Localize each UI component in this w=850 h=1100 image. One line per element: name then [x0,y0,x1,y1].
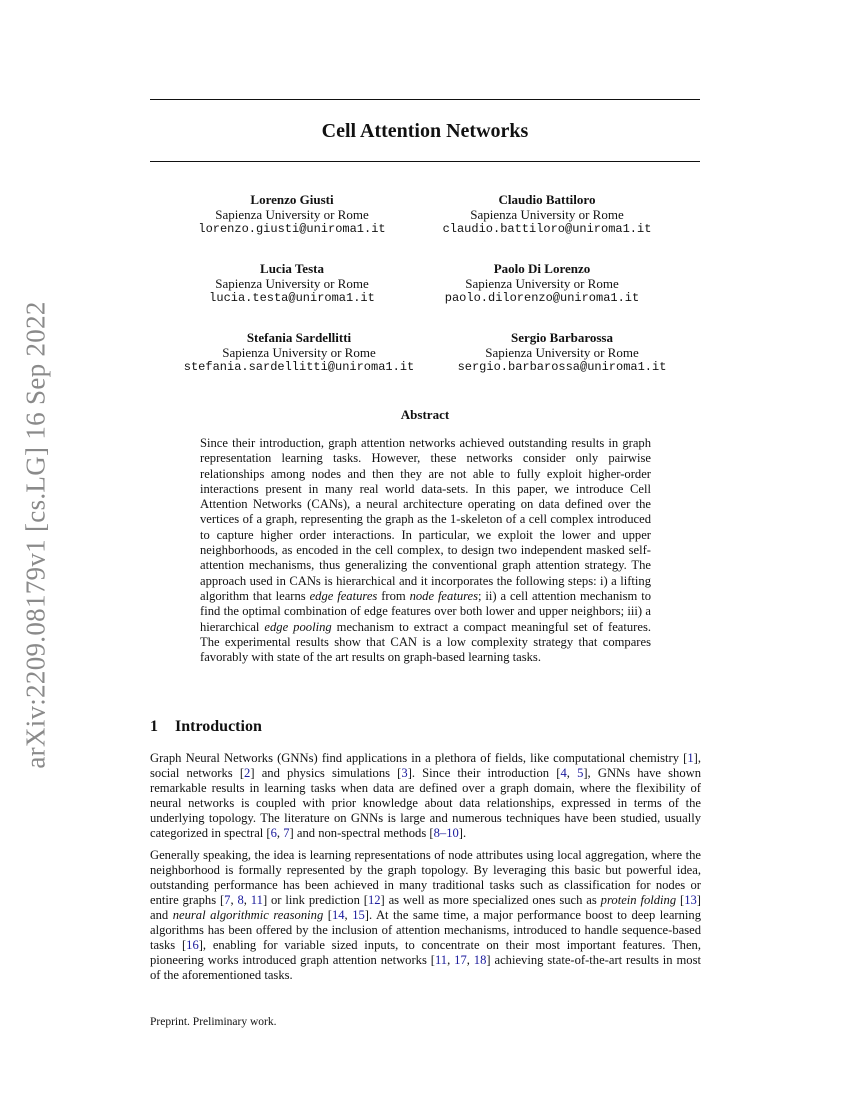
body-text: ], social networks [ [150,751,701,780]
body-text: ]. [458,826,467,840]
author-name: Stefania Sardellitti [246,330,352,345]
citation-link[interactable]: 11 [250,893,263,907]
footnote: Preprint. Preliminary work. [150,1016,277,1028]
author-name: Sergio Barbarossa [511,330,613,345]
citation-link[interactable]: 14 [331,908,345,922]
body-text: ] as well as more specialized ones such as [380,893,601,907]
author-affiliation: Sapienza University or Rome [222,345,376,360]
body-text: , [230,893,238,907]
citation-link[interactable]: 3 [401,766,408,780]
abstract-text: ; ii) a cell attention mechanism to find the optimal combination of edge features over both lower and upper neighbors; iii) a hierarchical [200,588,651,634]
citation-link[interactable]: 5 [577,766,584,780]
intro-paragraph-1 [150,751,701,841]
author-block [159,330,439,375]
body-text: , [566,766,578,780]
author-email[interactable]: paolo.dilorenzo@uniroma1.it [444,291,640,305]
arxiv-stamp: arXiv:2209.08179v1 [cs.LG] 16 Sep 2022 [20,301,51,769]
body-text: , [447,953,455,967]
author-affiliation: Sapienza University or Rome [215,276,369,291]
body-text: ], enabling for variable sized inputs, to concentrate on their most important features. Then, pioneering works introduced graph attention networks [ [150,938,702,967]
citation-link[interactable]: 17 [454,953,467,967]
author-email[interactable]: claudio.battiloro@uniroma1.it [442,222,652,236]
body-emphasis: neural algorithmic reasoning [172,908,324,922]
citation-link[interactable]: 7 [224,893,231,907]
citation-link[interactable]: 13 [684,893,697,907]
citation-link[interactable]: 16 [186,938,199,952]
paper-title: Cell Attention Networks [321,120,529,142]
body-text: ] and physics simulations [ [250,766,402,780]
citation-link[interactable]: 6 [270,826,277,840]
author-email[interactable]: lucia.testa@uniroma1.it [209,291,375,305]
author-affiliation: Sapienza University or Rome [485,345,639,360]
citation-link[interactable]: 8 [237,893,244,907]
abstract-text: mechanism to extract a compact meaningful set of features. The experimental results show that CAN is a low complexity strategy that compares favorably with state of the art results on graph-based learning tasks. [200,619,652,665]
body-text: ]. Since their introduction [ [407,766,561,780]
body-emphasis: protein folding [600,893,677,907]
intro-paragraph-2 [150,848,701,983]
citation-link[interactable]: 18 [473,953,487,967]
abstract-emphasis: node features [409,588,479,603]
citation-link[interactable]: 11 [434,953,448,967]
abstract-body [200,436,651,665]
body-text: Generally speaking, the idea is learning representations of node attributes using local aggregation, where the neighborhood is formally represented by the graph topology. By leveraging this basic but powerful idea, outstanding performance has been achieved in many traditional tasks such as classification for nodes or entire graphs [ [150,848,701,907]
author-name: Lucia Testa [260,261,324,276]
author-block [422,330,702,375]
abstract-text: Since their introduction, graph attention networks achieved outstanding results in graph representation learning tasks. However, these networks consider only pairwise relationships among nodes and then they are not able to fully exploit higher-order interactions present in many real world data-sets. In this paper, we introduce Cell Attention Networks (CANs), a neural architecture operating on data defined over the vertices of a graph, representing the graph as the 1-skeleton of a cell complex introduced to capture higher order interactions. In particular, we exploit the lower and upper neighborhoods, as encoded in the cell complex, to design two independent masked self-attention mechanisms, thus generalizing the conventional graph attention strategy. The approach used in CANs is hierarchical and it incorporates the following steps: i) a lifting algorithm that learns [200,436,651,603]
author-affiliation: Sapienza University or Rome [470,207,624,222]
body-text: ]. At the same time, a major performance boost to deep learning algorithms has been offered by the inclusion of attention mechanisms, introduced to handle sequence-based tasks [ [150,908,702,952]
author-name: Lorenzo Giusti [250,192,334,207]
author-name: Paolo Di Lorenzo [493,261,591,276]
section-number: 1 [150,718,158,735]
citation-link[interactable]: 4 [560,766,567,780]
author-name: Claudio Battiloro [498,192,596,207]
title-top-rule [150,99,700,100]
body-text: , [243,893,251,907]
abstract-emphasis: edge pooling [264,619,332,634]
body-text: , [344,908,353,922]
citation-link[interactable]: 15 [352,908,365,922]
author-affiliation: Sapienza University or Rome [215,207,369,222]
abstract-text: from [377,588,410,603]
body-text: [ [323,908,332,922]
author-block [152,192,432,237]
author-block [152,261,432,306]
author-block [402,261,682,306]
section-heading [150,718,262,736]
author-block [407,192,687,237]
body-text: ] achieving state-of-the-art results in most of the aforementioned tasks. [150,953,701,982]
author-email[interactable]: stefania.sardellitti@uniroma1.it [183,360,415,374]
author-email[interactable]: sergio.barbarossa@uniroma1.it [457,360,667,374]
body-text: ] and non-spectral methods [ [289,826,434,840]
abstract-heading: Abstract [400,407,450,422]
citation-link[interactable]: 2 [244,766,251,780]
body-text: [ [676,893,685,907]
citation-link[interactable]: 12 [367,893,381,907]
body-text: ], GNNs have shown remarkable results in learning tasks when data are defined over a graph domain, where the flexibility of neural networks is coupled with prior knowledge about data relationships, expressed in terms of the underlying topology. The literature on GNNs is large and numerous techniques have been studied, usually categorized in spectral [ [150,766,702,840]
abstract-emphasis: edge features [309,588,378,603]
author-affiliation: Sapienza University or Rome [465,276,619,291]
body-text: Graph Neural Networks (GNNs) find applications in a plethora of fields, like computational chemistry [ [150,751,688,765]
body-text: , [276,826,284,840]
section-title: Introduction [175,718,262,735]
citation-link[interactable]: 1 [687,751,694,765]
author-email[interactable]: lorenzo.giusti@uniroma1.it [198,222,386,236]
body-text: ] and [150,893,701,922]
title-bottom-rule [150,161,700,162]
citation-link[interactable]: 7 [283,826,290,840]
body-text: ] or link prediction [ [262,893,368,907]
body-text: , [466,953,474,967]
citation-link[interactable]: 8–10 [433,826,459,840]
